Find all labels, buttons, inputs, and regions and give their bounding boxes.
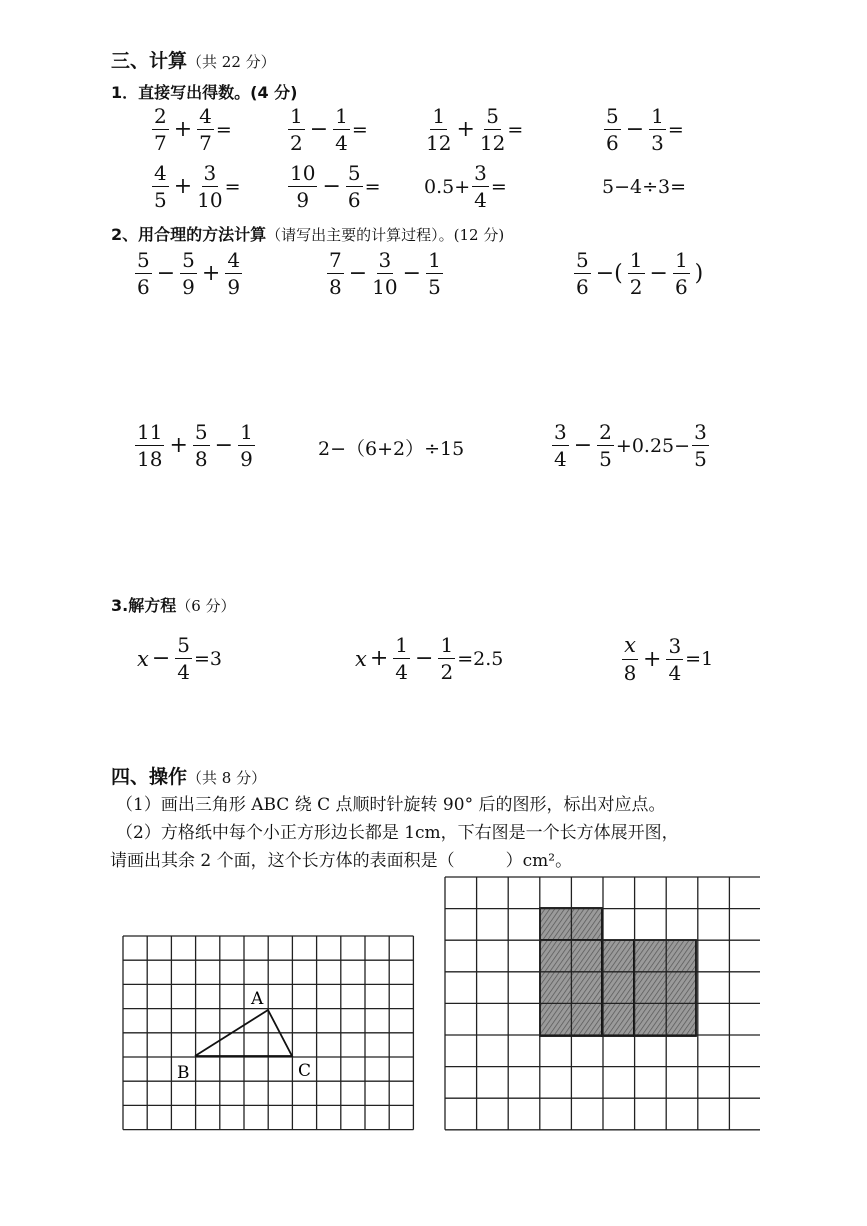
q3-eq-1: x − $\frac{5}{4}$ =3 [137,633,223,684]
q2-expr-1: $\frac{5}{6}$ − $\frac{5}{9}$ + $\frac{4}{9}$ [137,248,241,299]
section4-line-1: （1）画出三角形 ABC 绕 C 点顺时针旋转 90° 后的图形，标出对应点。 [116,795,666,815]
section3-points: （共 22 分） [187,53,276,71]
triangle-grid [118,930,418,1136]
section3-title-text: 三、计算 [111,50,188,72]
q1-item-1: $\frac{2}{7}$ + $\frac{4}{7}$ = [154,104,232,155]
q2-expr-6: $\frac{3}{4}$ − $\frac{2}{5}$ +0.25− $\frac{3}{5}$ [554,420,707,471]
q3-eq-3: $\frac{x}{8}$ + $\frac{3}{4}$ =1 [623,633,714,685]
q1-label: 1．直接写出得数。(4 分) [111,83,298,102]
section4-line-2: （2）方格纸中每个小正方形边长都是 1cm，下右图是一个长方体展开图， [116,823,679,843]
cuboid-net-grid [442,874,760,1140]
vertex-label-c: C [298,1061,312,1081]
q2-label: 2、用合理的方法计算（请写出主要的计算过程）。(12 分) [111,225,505,244]
section4-title: 四、操作（共 8 分） [111,766,267,788]
q2-expr-4: $\frac{11}{18}$ + $\frac{5}{8}$ − $\frac{1}{9}$ [137,420,253,471]
net-face-right [634,940,696,1036]
q1-item-4: $\frac{5}{6}$ − $\frac{1}{3}$ = [606,104,684,155]
q1-item-6: $\frac{10}{9}$ − $\frac{5}{6}$ = [290,161,381,212]
q2-expr-2: $\frac{7}{8}$ − $\frac{3}{10}$ − $\frac{1}{5}$ [329,248,441,299]
q2-expr-3: $\frac{5}{6}$ −( $\frac{1}{2}$ − $\frac{1}{6}$ ) [576,248,704,299]
vertex-label-b: B [177,1063,190,1083]
q3-label: 3.解方程（6 分） [111,596,236,615]
q1-item-7: 0.5+ $\frac{3}{4}$ = [424,161,507,212]
q1-item-3: $\frac{1}{12}$ + $\frac{5}{12}$ = [426,104,524,155]
vertex-label-a: A [251,989,264,1009]
section4-line-3: 请画出其余 2 个面，这个长方体的表面积是（ ）cm²。 [110,851,573,871]
q1-item-8: 5−4÷3= [602,176,687,198]
q3-eq-2: x + $\frac{1}{4}$ − $\frac{1}{2}$ =2.5 [355,633,504,684]
q1-item-2: $\frac{1}{2}$ − $\frac{1}{4}$ = [290,104,368,155]
q1-item-5: $\frac{4}{5}$ + $\frac{3}{10}$ = [154,161,241,212]
net-face-middle [602,940,634,1036]
section3-title [111,46,276,73]
q2-expr-5: 2−（6+2）÷15 [318,438,465,460]
